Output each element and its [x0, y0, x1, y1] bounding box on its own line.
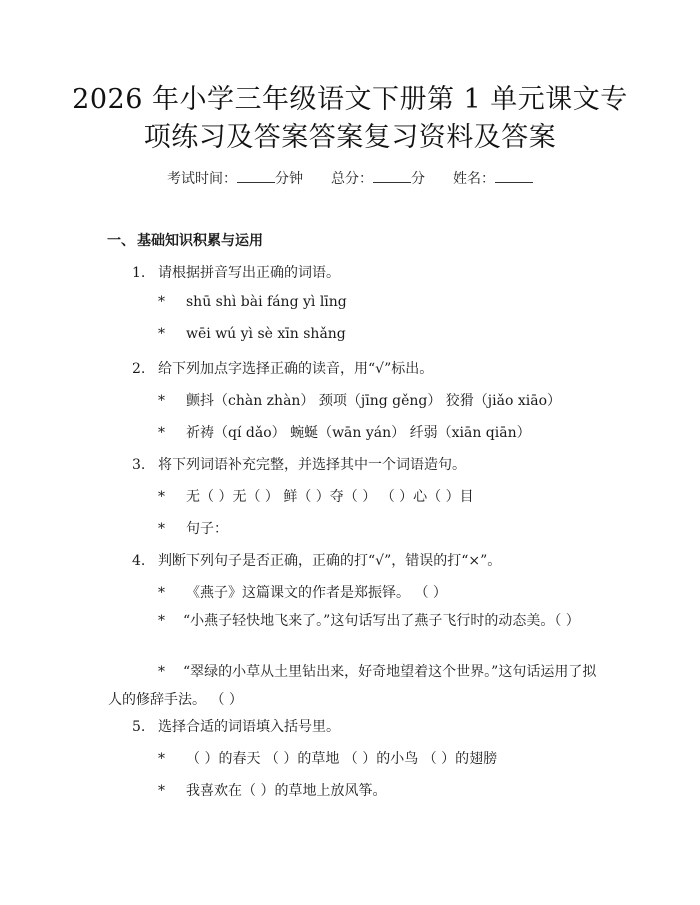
bullet-star-icon: * — [158, 326, 165, 342]
question-item: * 无（ ）无（ ） 鲜（ ）夺（ ） （ ）心（ ）目 — [158, 489, 474, 505]
time-unit: 分钟 — [275, 171, 303, 187]
question-item: * 句子： — [158, 521, 228, 537]
question-number: 3. — [132, 457, 146, 473]
section-heading — [107, 230, 263, 250]
name-label: 姓名： — [453, 171, 495, 187]
question-4 — [132, 550, 501, 570]
bullet-star-icon: * — [158, 489, 165, 505]
question-item: * “小燕子轻快地飞来了。”这句话写出了燕子飞行时的动态美。（ ） — [158, 613, 580, 629]
bullet-star-icon: * — [158, 585, 165, 601]
exam-meta — [0, 168, 700, 188]
question-text: 请根据拼音写出正确的词语。 — [158, 265, 340, 281]
question-item: * 我喜欢在（ ）的草地上放风筝。 — [158, 783, 387, 799]
time-blank[interactable] — [237, 170, 275, 183]
bullet-star-icon: * — [158, 393, 165, 409]
question-text: 将下列词语补充完整，并选择其中一个词语造句。 — [158, 457, 466, 473]
question-5 — [132, 716, 340, 736]
question-text: 给下列加点字选择正确的读音，用“√”标出。 — [158, 361, 434, 377]
bullet-star-icon: * — [158, 294, 165, 310]
question-item: * 祈祷（qí dǎo） 蜿蜒（wān yán） 纤弱（xiān qiān） — [158, 425, 531, 441]
section-title: 基础知识积累与运用 — [137, 233, 263, 249]
score-label: 总分： — [331, 171, 373, 187]
name-blank[interactable] — [495, 170, 533, 183]
question-1 — [132, 262, 340, 282]
question-item: * 《燕子》这篇课文的作者是郑振铎。 （ ） — [158, 585, 447, 601]
score-unit: 分 — [411, 171, 425, 187]
question-item: * 颤抖（chàn zhàn） 颈项（jīng gěng） 狡猾（jiǎo xiāo） — [158, 393, 561, 409]
page-title-line1: 2026 年小学三年级语文下册第 1 单元课文专 — [72, 84, 628, 115]
question-text: 选择合适的词语填入括号里。 — [158, 719, 340, 735]
time-label: 考试时间： — [167, 171, 237, 187]
page-title-line2: 项练习及答案答案复习资料及答案 — [143, 122, 557, 153]
question-number: 2. — [132, 361, 146, 377]
bullet-star-icon: * — [158, 521, 165, 537]
score-blank[interactable] — [373, 170, 411, 183]
question-number: 1. — [132, 265, 146, 281]
question-number: 4. — [132, 553, 146, 569]
bullet-star-icon: * — [158, 425, 165, 441]
bullet-star-icon: * — [158, 664, 165, 680]
question-2 — [132, 358, 433, 378]
question-text: 判断下列句子是否正确，正确的打“√”，错误的打“×”。 — [158, 553, 502, 569]
question-3 — [132, 454, 466, 474]
bullet-star-icon: * — [158, 783, 165, 799]
question-number: 5. — [132, 719, 146, 735]
bullet-star-icon: * — [158, 751, 165, 767]
question-item: * shū shì bài fáng yì līng — [158, 294, 347, 310]
question-item: * “翠绿的小草从土里钻出来，好奇地望着这个世界。”这句话运用了拟人的修辞手法。 （ ） — [108, 664, 597, 708]
question-item: * wēi wú yì sè xīn shǎng — [158, 326, 346, 342]
question-item: * （ ）的春天 （ ）的草地 （ ）的小鸟 （ ）的翅膀 — [158, 751, 498, 767]
section-number: 一、 — [107, 233, 135, 249]
bullet-star-icon: * — [158, 613, 165, 629]
